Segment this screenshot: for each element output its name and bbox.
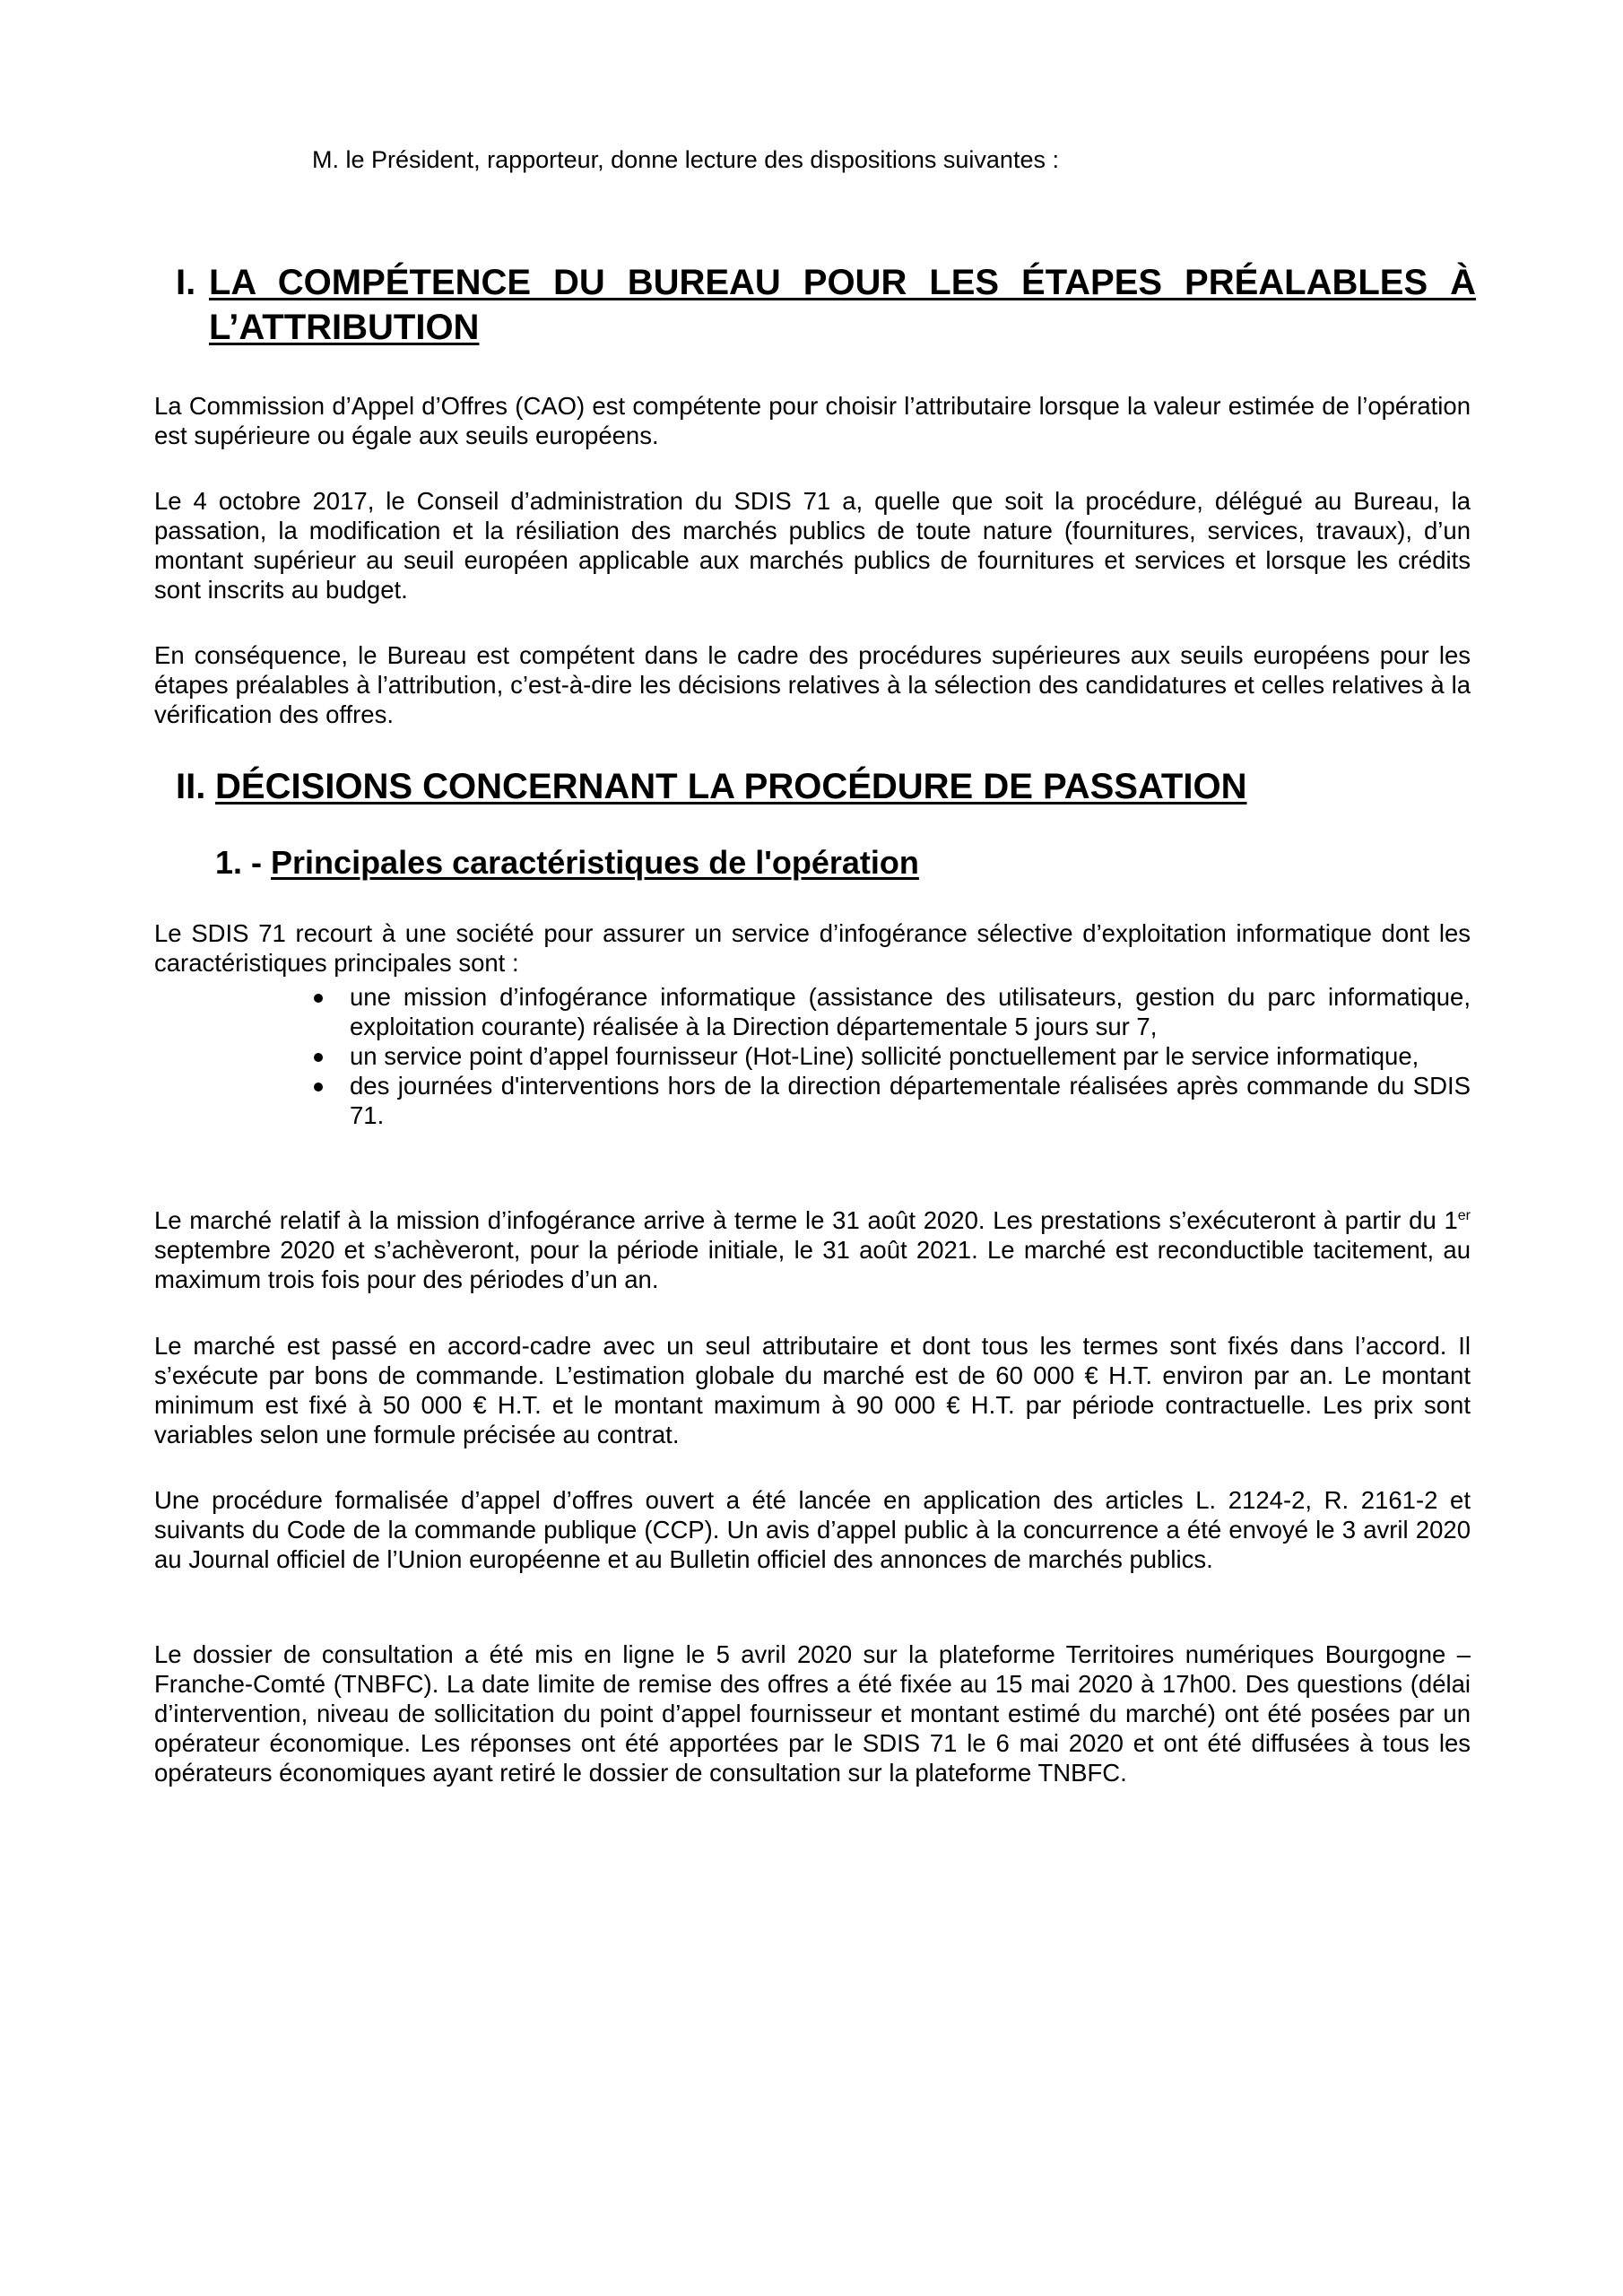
paragraph-accord-cadre: Le marché est passé en accord-cadre avec un seul attributaire et dont tous les termes sont fixés dans l’accord. Il s’exécute par bons de commande. L’estimation globale du marché est de 60 000 € H.T. environ par an. Le montant minimum est fixé à 50 000 € H.T. et le montant maximum à 90 000 € H.T. par période contractuelle. Les prix sont variables selon une formule précisée au contrat. <box>154 1332 1471 1448</box>
section-1-paragraph-consequence: En conséquence, le Bureau est compétent dans le cadre des procédures supérieures aux seuils européens pour les étapes préalables à l’attribution, c’est-à-dire les décisions relatives à la sélection des candidatures et celles relatives à la vérification des offres. <box>154 641 1471 728</box>
intro-line: M. le Président, rapporteur, donne lecture des dispositions suivantes : <box>312 146 1059 173</box>
bullet-icon <box>314 1053 323 1062</box>
list-item <box>350 1071 1471 1130</box>
paragraph-term <box>154 1205 1471 1294</box>
bullet-icon <box>314 1083 323 1091</box>
section-1-number: I. <box>176 263 196 302</box>
bullet-icon <box>314 994 323 1003</box>
superscript-er: er <box>1457 1207 1471 1223</box>
subsection-1-title: Principales caractéristiques de l'opération <box>271 844 919 881</box>
operation-intro: Le SDIS 71 recourt à une société pour assurer un service d’infogérance sélective d’exploitation informatique dont les caractéristiques principales sont : <box>154 919 1471 977</box>
section-2-number: II. <box>176 767 206 806</box>
list-item-text: des journées d'interventions hors de la direction départementale réalisées après commande du SDIS 71. <box>350 1072 1471 1129</box>
section-2-title: DÉCISIONS CONCERNANT LA PROCÉDURE DE PASSATION <box>215 767 1247 806</box>
section-1-paragraph-cao: La Commission d’Appel d’Offres (CAO) est compétente pour choisir l’attributaire lorsque la valeur estimée de l’opération est supérieure ou égale aux seuils européens. <box>154 392 1471 449</box>
subsection-1-number: 1. - <box>215 844 263 881</box>
paragraph-dossier: Le dossier de consultation a été mis en ligne le 5 avril 2020 sur la plateforme Territoires numériques Bourgogne – Franche-Comté (TNBFC). La date limite de remise des offres a été fixée au 15 mai 2020 à 17h00. Des questions (délai d’intervention, niveau de sollicitation du point d’appel fournisseur et montant estimé du marché) ont été posées par un opérateur économique. Les réponses ont été apportées par le SDIS 71 le 6 mai 2020 et ont été diffusées à tous les opérateurs économiques ayant retiré le dossier de consultation sur la plateforme TNBFC. <box>154 1640 1471 1787</box>
list-item <box>350 982 1471 1041</box>
section-1-paragraph-delegation: Le 4 octobre 2017, le Conseil d’administration du SDIS 71 a, quelle que soit la procédure, délégué au Bureau, la passation, la modification et la résiliation des marchés publics de toute nature (fournitures, services, travaux), d’un montant supérieur au seuil européen applicable aux marchés publics de fournitures et services et lorsque les crédits sont inscrits au budget. <box>154 487 1471 604</box>
list-item-text: un service point d’appel fournisseur (Hot-Line) sollicité ponctuellement par le service informatique, <box>350 1042 1419 1070</box>
list-item <box>350 1041 1471 1071</box>
section-1-title-line-2: L’ATTRIBUTION <box>209 308 480 347</box>
paragraph-term-part-2: septembre 2020 et s’achèveront, pour la période initiale, le 31 août 2021. Le marché est reconductible tacitement, au maximum trois fois pour des périodes d’un an. <box>154 1236 1471 1293</box>
section-1-title-line-1: LA COMPÉTENCE DU BUREAU POUR LES ÉTAPES PRÉALABLES À <box>209 263 1476 302</box>
subsection-1-heading <box>215 843 919 883</box>
paragraph-procedure: Une procédure formalisée d’appel d’offres ouvert a été lancée en application des articles L. 2124-2, R. 2161-2 et suivants du Code de la commande publique (CCP). Un avis d’appel public à la concurrence a été envoyé le 3 avril 2020 au Journal officiel de l’Union européenne et au Bulletin officiel des annonces de marchés publics. <box>154 1486 1471 1573</box>
paragraph-term-part-1: Le marché relatif à la mission d’infogérance arrive à terme le 31 août 2020. Les prestations s’exécuteront à partir du 1 <box>154 1206 1458 1234</box>
section-1-heading <box>176 262 1476 352</box>
characteristics-list <box>350 982 1471 1130</box>
section-2-heading <box>176 766 1341 811</box>
list-item-text: une mission d’infogérance informatique (assistance des utilisateurs, gestion du parc informatique, exploitation courante) réalisée à la Direction départementale 5 jours sur 7, <box>350 983 1471 1040</box>
